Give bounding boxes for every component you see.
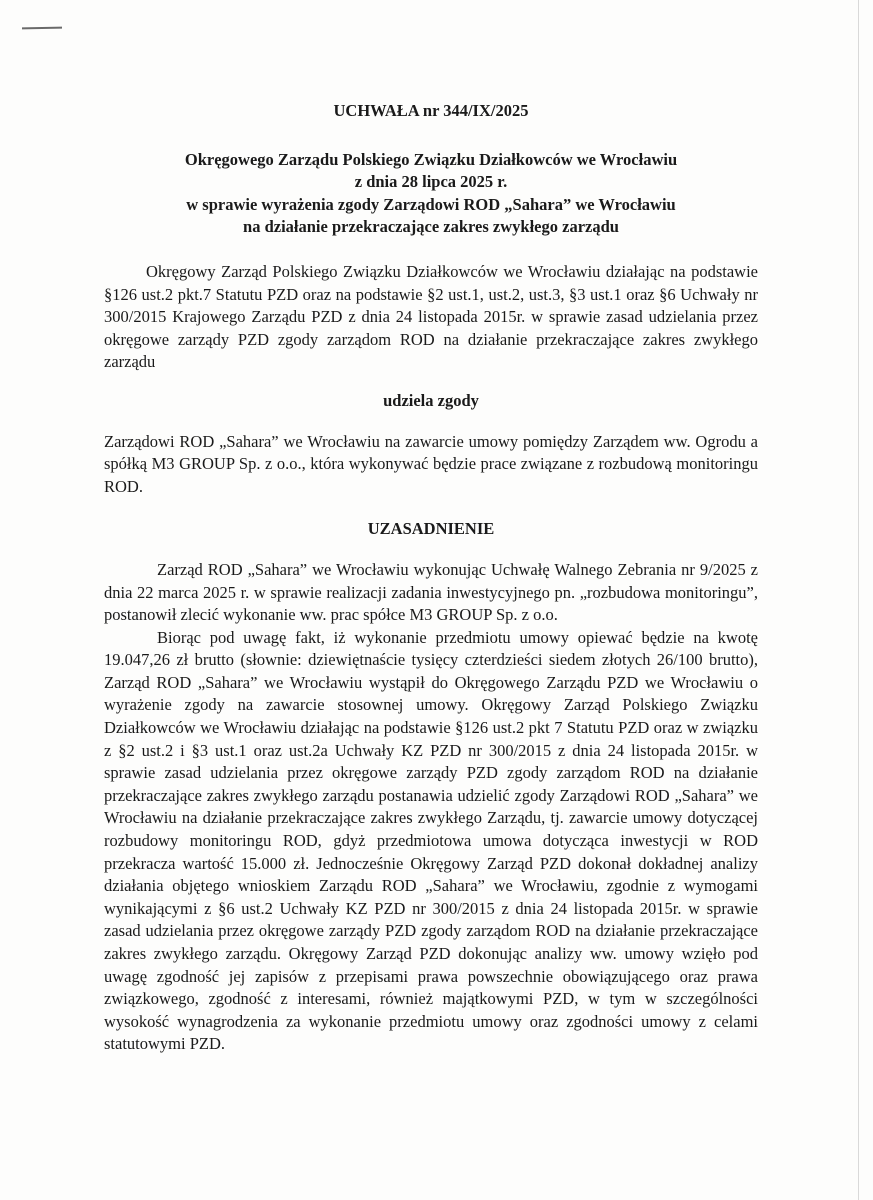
- subtitle-line: Okręgowego Zarządu Polskiego Związku Działkowców we Wrocławiu: [184, 149, 678, 169]
- resolution-title: UCHWAŁA nr 344/IX/2025: [333, 101, 529, 120]
- corner-pen-mark: [22, 27, 62, 30]
- justification-paragraph-2: Biorąc pod uwagę fakt, iż wykonanie przedmiotu umowy opiewać będzie na kwotę 19.047,26 zł brutto (słownie: dziewiętnaście tysięcy czterdzieści siedem złotych 26/100 brutto), Zarząd ROD „Sahara” we Wrocławiu wystąpił do Okręgowego Zarządu PZD we Wrocławiu o wyrażenie zgody na zawarcie stosownej umowy. Okręgowy Zarząd Polskiego Związku Działkowców we Wrocławiu działając na podstawie §126 ust.2 pkt 7 Statutu PZD oraz w związku z §2 ust.2 i §3 ust.1 oraz ust.2a Uchwały KZ PZD nr 300/2015 z dnia 24 listopada 2015r. w sprawie zasad udzielania przez okręgowe zarządy PZD zgody zarządom ROD na działanie przekraczające zakres zwykłego zarządu postanawia udzielić zgody Zarządowi ROD „Sahara” we Wrocławiu na działanie przekraczające zakres zwykłego Zarządu, tj. zawarcie umowy dotyczącej rozbudowy monitoringu ROD, gdyż przedmiotowa umowa dotycząca inwestycji w ROD przekracza wartość 15.000 zł. Jednocześnie Okręgowy Zarząd PZD dokonał dokładnej analizy działania objętego wnioskiem Zarządu ROD „Sahara” we Wrocławiu, zgodnie z wymogami wynikającymi z §6 ust.2 Uchwały KZ PZD nr 300/2015 z dnia 24 listopada 2015r. w sprawie zasad udzielania przez okręgowe zarządy PZD zgody zarządom ROD na działanie przekraczające zakres zwykłego zarządu. Okręgowy Zarząd PZD dokonując analizy ww. umowy wzięło pod uwagę zgodność jej zapisów z przepisami prawa powszechnie obowiązującego oraz prawa związkowego, zgodność z interesami, również majątkowymi PZD, w tym w szczególności wysokość wynagrodzenia za wykonanie przedmiotu umowy oraz zgodności umowy z celami statutowymi PZD.: [104, 627, 758, 1054]
- scan-edge-line: [858, 0, 859, 1200]
- justification-heading: UZASADNIENIE: [367, 519, 495, 539]
- preamble-paragraph: Okręgowy Zarząd Polskiego Związku Działkowców we Wrocławiu działając na podstawie §126 ust.2 pkt.7 Statutu PZD oraz na podstawie §2 ust.1, ust.2, ust.3, §3 ust.1 oraz §6 Uchwały nr 300/2015 Krajowego Zarządu PZD z dnia 24 listopada 2015r. w sprawie zasad udzielania przez okręgowe zarządy PZD zgody zarządom ROD na działanie przekraczające zakres zwykłego zarządu: [104, 261, 758, 372]
- justification-paragraph-1: Zarząd ROD „Sahara” we Wrocławiu wykonując Uchwałę Walnego Zebrania nr 9/2025 z dnia 22 marca 2025 r. w sprawie realizacji zadania inwestycyjnego pn. „rozbudowa monitoringu”, postanowił zlecić wykonanie ww. prac spółce M3 GROUP Sp. z o.o.: [104, 559, 758, 625]
- subtitle-line: na działanie przekraczające zakres zwykłego zarządu: [243, 217, 619, 237]
- subtitle-line: w sprawie wyrażenia zgody Zarządowi ROD „Sahara” we Wrocławiu: [186, 194, 676, 214]
- resolution-subtitle: [104, 149, 758, 239]
- document-body: [104, 100, 758, 1056]
- decision-paragraph: Zarządowi ROD „Sahara” we Wrocławiu na zawarcie umowy pomiędzy Zarządem ww. Ogrodu a spółką M3 GROUP Sp. z o.o., która wykonywać będzie prace związane z rozbudową monitoringu ROD.: [104, 431, 758, 496]
- decision-heading: udziela zgody: [383, 390, 479, 410]
- subtitle-line: z dnia 28 lipca 2025 r.: [354, 172, 508, 192]
